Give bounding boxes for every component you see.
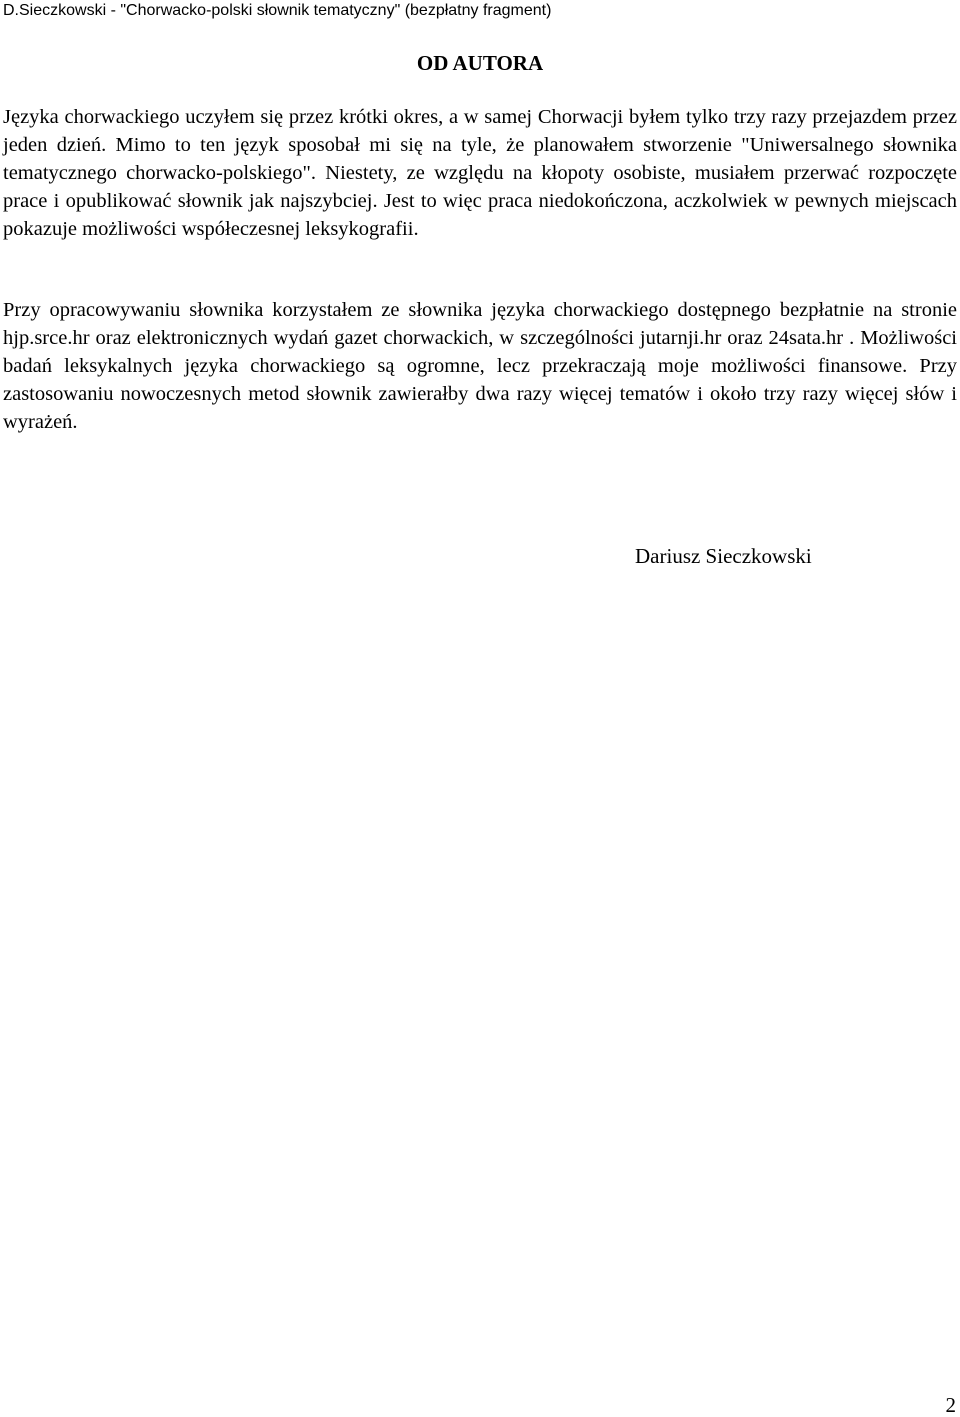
- page-title: OD AUTORA: [416, 51, 544, 75]
- paragraph-intro: Języka chorwackiego uczyłem się przez krótki okres, a w samej Chorwacji byłem tylko trzy razy przejazdem przez jeden dzień. Mimo to ten język sposobał mi się na tyle, że planowałem stworzenie "Uniwersalnego słownika tematycznego chorwacko-polskiego". Niestety, ze względu na kłopoty osobiste, musiałem przerwać rozpoczęte prace i opublikować słownik jak najszybciej. Jest to więc praca niedokończona, aczkolwiek w pewnych miejscach pokazuje możliwości współeczesnej leksykografii.: [3, 106, 957, 240]
- author-signature: Dariusz Sieczkowski: [635, 544, 812, 568]
- paragraph-sources: Przy opracowywaniu słownika korzystałem ze słownika języka chorwackiego dostępnego bezpłatnie na stronie hjp.srce.hr oraz elektronicznych wydań gazet chorwackich, w szczególności jutarnji.hr oraz 24sata.hr . Możliwości badań leksykalnych języka chorwackiego są ogromne, lecz przekraczają moje możliwości finansowe. Przy zastosowaniu nowoczesnych metod słownik zawierałby dwa razy więcej tematów i około trzy razy więcej słów i wyrażeń.: [3, 299, 957, 433]
- page-number: 2: [945, 1393, 956, 1417]
- running-header: D.Sieczkowski - "Chorwacko-polski słownik tematyczny" (bezpłatny fragment): [3, 2, 552, 19]
